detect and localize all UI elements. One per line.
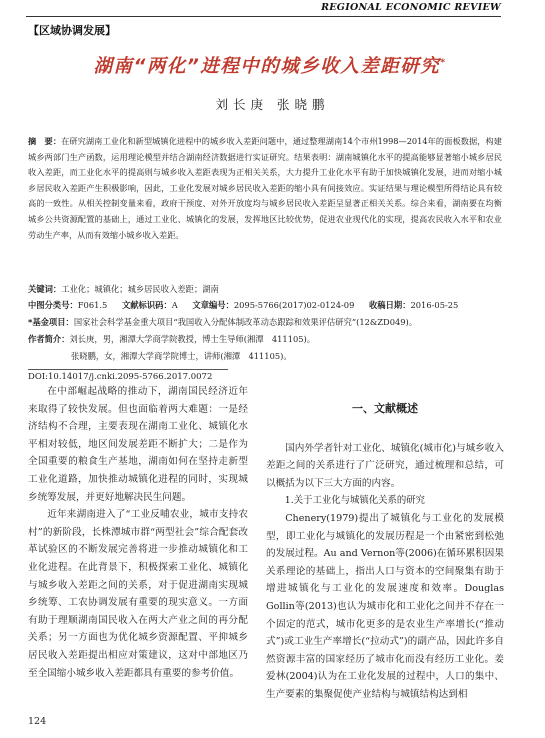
clc-value: F061.5 — [77, 300, 108, 310]
article-id-value: 2095-5766(2017)02-0124-09 — [233, 300, 355, 310]
author-info-first: 刘长庚，男，湘潭大学商学院教授，博士生导师(湘潭 411105)。 — [69, 334, 316, 344]
clc-label: 中图分类号： — [28, 300, 78, 310]
author-info-label: 作者简介： — [28, 334, 70, 344]
doi-rule — [28, 369, 228, 370]
keywords — [28, 283, 219, 295]
title-text: 湖南“两化”进程中的城乡收入差距研究 — [93, 56, 441, 77]
article-title — [40, 52, 500, 78]
received-value: 2016-05-25 — [410, 300, 459, 310]
title-footnote-mark: * — [440, 57, 447, 68]
keywords-text: 工业化；城镇化；城乡居民收入差距；湖南 — [61, 284, 219, 294]
abstract-text: 在研究湖南工业化和新型城镇化进程中的城乡收入差距问题中，通过整理湖南14个市州1998—2014年的面板数据，构建城乡两部门生产函数，运用理论模型并结合湖南经济数据进行实证研究。结果表明：湖南城镇化水平的提高能够显著缩小城乡居民收入差距，而工业化水平的提高则与城乡收入差距表现为正相关关系，大力提升工业化水平有助于加快城镇化发展，进而对缩小城乡居民收入差距产生积极影响，因此，工业化发展对城乡居民收入差距的缩小具有间接效应。实证结果与理论模型所得结论具有较高的一致性。从相关控制变量来看，政府干预度、对外开放度均与城乡居民收入差距呈显著正相关关系。综合来看，湖南要在均衡城乡公共资源配置的基础上，通过工业化、城镇化的发展，发挥地区比较优势，促进农业现代化的实现，提高农民收入水平和农业劳动生产率，从而有效缩小城乡收入差距。 — [28, 136, 502, 240]
fund-label: *基金项目： — [28, 317, 74, 327]
right-paragraph-2: Chenery(1979)提出了城镇化与工业化的发展模型，即工业化与城镇化的发展历程是一个由紧密到松弛的发展过程。Au and Vernon等(2006)在循环累积因果关系理论的基础上，指出人口与资本的空间聚集有助于增进城镇化与工业化的发展速度和效率。Douglas Gollin等(2013)也认为城市化和工业化之间并不存在一个固定的范式，城市化更多的是农业生产率增长(“推动式”)或工业生产率增长(“拉动式”)的副产品，因此许多自然资源丰富的国家经历了城市化而没有经历工业化。姜爱林(2004)认为在工业化发展的过程中，人口的集中、生产要素的集聚促使产业结构与城镇结构达到相 — [266, 512, 504, 700]
author-info-second: 张晓鹏，女，湘潭大学商学院博士，讲师(湘潭 411105)。 — [71, 351, 292, 361]
abstract-label: 摘 要： — [28, 136, 62, 146]
fund-line — [28, 316, 417, 328]
author-info-line — [28, 333, 315, 345]
doi: DOI:10.14017/j.cnki.2095-5766.2017.0072 — [28, 372, 213, 382]
right-paragraph-1: 国内外学者针对工业化、城镇化(城市化)与城乡收入差距之间的关系进行了广泛研究，通过梳理和总结，可以概括为以下三大方面的内容。 — [266, 442, 504, 489]
abstract — [28, 134, 502, 243]
doc-code-value: A — [171, 300, 178, 310]
page-number: 124 — [28, 716, 47, 727]
doc-code-label: 文献标识码： — [121, 300, 172, 310]
article-id-label: 文章编号： — [192, 300, 234, 310]
header-rule — [26, 16, 501, 17]
received-label: 收稿日期： — [369, 300, 411, 310]
section-heading: 一、文献概述 — [352, 402, 418, 415]
left-paragraph-1: 在中部崛起战略的推动下，湖南国民经济近年来取得了较快发展。但也面临着两大难题：一是经济结构不合理，主要表现在湖南工业化、城镇化水平相对较低，地区间发展差距不断扩大；二是作为全国重要的粮食生产基地，湖南如何在坚持走新型工业化道路，加快推动城镇化进程的同时，实现城乡统筹发展，并更好地解决民生问题。 — [28, 386, 248, 503]
keywords-label: 关键词： — [28, 284, 62, 294]
subsection-heading: 1.关于工业化与城镇化关系的研究 — [284, 495, 425, 507]
left-paragraph-2: 近年来湖南进入了“工业反哺农业，城市支持农村”的新阶段，长株潭城市群“两型社会”综合配套改革试验区的不断发展完善将进一步推动城镇化和工业化进程。在此背景下，积极探索工业化、城镇化与城乡收入差距之间的关系，对于促进湖南实现城乡统筹、工农协调发展有重要的现实意义。一方面有助于理顺湖南国民收入在两大产业之间的再分配关系；另一方面也为优化城乡资源配置、平抑城乡居民收入差距提出相应对策建议，这对中部地区乃至全国缩小城乡收入差距都具有重要的参考价值。 — [28, 509, 248, 679]
fund-text: 国家社会科学基金重大项目“我国收入分配体制改革动态跟踪和效果评估研究”(12&ZD049)。 — [73, 317, 418, 327]
article-authors: 刘长庚 张晓鹏 — [215, 97, 330, 112]
left-column — [28, 383, 248, 682]
section-tag: 【区域协调发展】 — [28, 24, 116, 37]
right-column — [266, 400, 504, 704]
journal-name: REGIONAL ECONOMIC REVIEW — [321, 2, 501, 13]
classification-line — [28, 299, 458, 311]
